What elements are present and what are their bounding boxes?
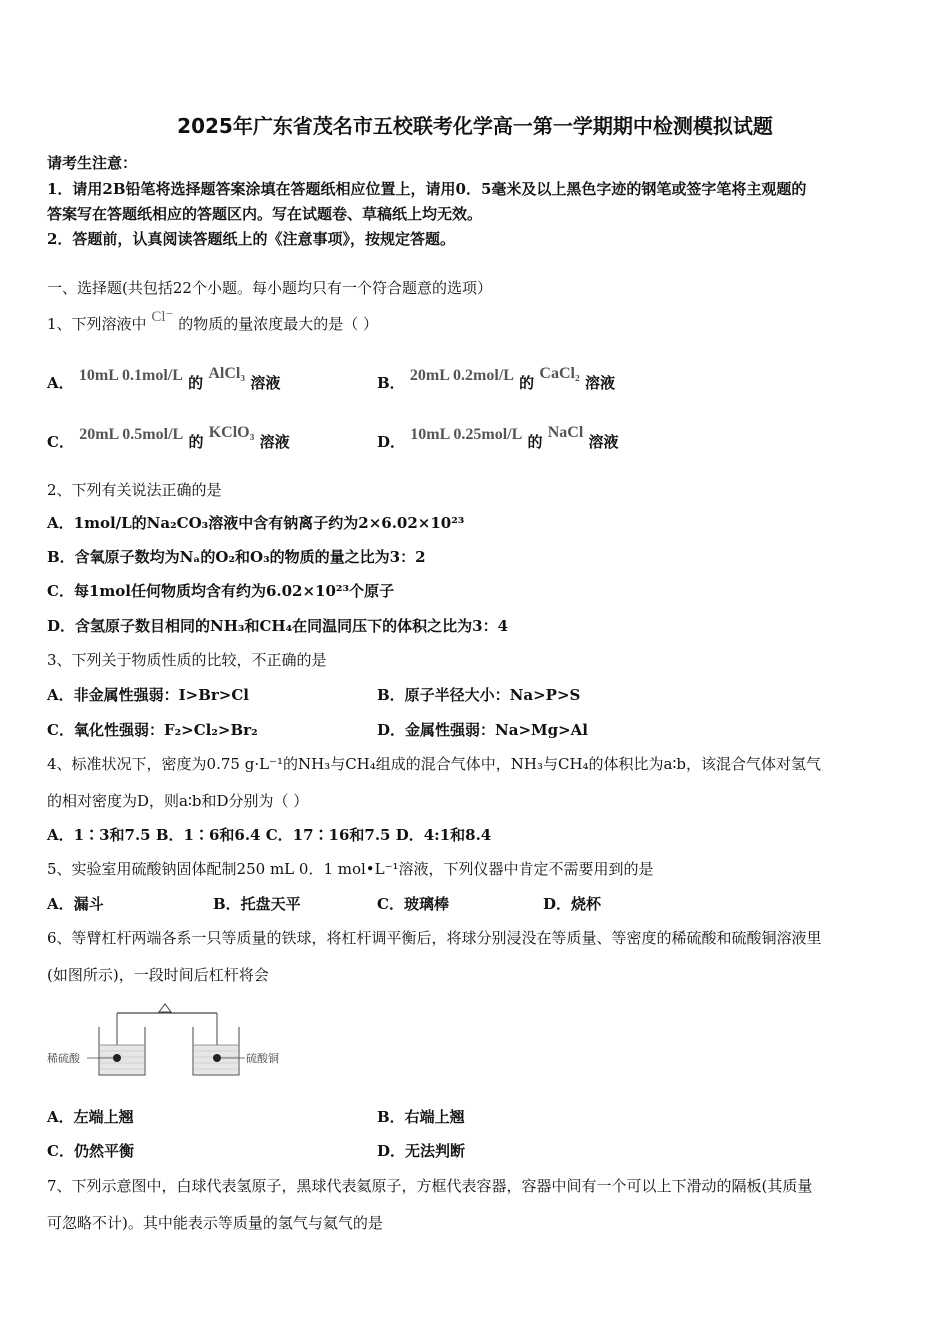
label-right: 硫酸铜 (246, 1052, 279, 1065)
q4-options[interactable]: A．1∶3和7.5 B．1∶6和6.4 C．17∶16和7.5 D．4:1和8.4 (47, 826, 492, 844)
q1-d-de: 的 (527, 433, 543, 451)
q5-option-a[interactable]: A．漏斗 (47, 895, 104, 913)
q6-option-b[interactable]: B．右端上翘 (377, 1108, 465, 1126)
q4-stem-a: 4、标准状况下，密度为0.75 g·L⁻¹的NH₃与CH₄组成的混合气体中，NH₃与CH₄的体积比为a∶b，该混合气体对氢气 (47, 755, 822, 773)
q1-c-label: C． (47, 433, 74, 451)
q6-stem-b: (如图所示)，一段时间后杠杆将会 (47, 966, 269, 984)
q5-stem: 5、实验室用硫酸钠固体配制250 mL 0．1 mol•L⁻¹溶液，下列仪器中肯定不需要用到的是 (47, 860, 654, 878)
q1-b-label: B． (377, 374, 405, 392)
q7-stem-a: 7、下列示意图中，白球代表氢原子，黑球代表氦原子，方框代表容器，容器中间有一个可以上下滑动的隔板(其质量 (47, 1177, 813, 1195)
notice-header: 请考生注意： (47, 154, 138, 172)
left-iron-ball (113, 1054, 121, 1062)
q1-stem-post: 的物质的量浓度最大的是（ ） (178, 315, 378, 333)
q2-option-a[interactable]: A．1mol/L的Na₂CO₃溶液中含有钠离子约为2×6.02×10²³ (47, 514, 465, 532)
q2-option-d[interactable]: D．含氢原子数目相同的NH₃和CH₄在同温同压下的体积之比为3：4 (47, 617, 509, 635)
q3-option-a[interactable]: A．非金属性强弱：I>Br>Cl (47, 686, 250, 704)
q1-b-de: 的 (519, 374, 535, 392)
q3-option-c[interactable]: C．氧化性强弱：F₂>Cl₂>Br₂ (47, 721, 258, 739)
q1-c-conc: 20mL 0.5mol/L (79, 426, 184, 443)
q1-c-solute: KClO₃ (208, 424, 255, 441)
q2-option-c[interactable]: C．每1mol任何物质均含有约为6.02×10²³个原子 (47, 582, 395, 600)
q1-d-tail: 溶液 (588, 433, 619, 451)
q1-b-conc: 20mL 0.2mol/L (409, 367, 514, 384)
notice-item-1b: 答案写在答题纸相应的答题区内。写在试题卷、草稿纸上均无效。 (47, 205, 483, 223)
q6-stem-a: 6、等臂杠杆两端各系一只等质量的铁球，将杠杆调平衡后，将球分别浸没在等质量、等密度的稀硫酸和硫酸铜溶液里 (47, 929, 822, 947)
right-iron-ball (213, 1054, 221, 1062)
q6-option-a[interactable]: A．左端上翘 (47, 1108, 134, 1126)
notice-item-2: 2．答题前，认真阅读答题纸上的《注意事项》，按规定答题。 (47, 230, 455, 248)
q6-option-c[interactable]: C．仍然平衡 (47, 1142, 134, 1160)
q1-option-c[interactable] (47, 424, 290, 452)
q1-option-b[interactable] (377, 365, 616, 393)
q2-stem: 2、下列有关说法正确的是 (47, 481, 222, 499)
q1-a-tail: 溶液 (250, 374, 281, 392)
q1-ion: Cl⁻ (151, 309, 174, 325)
q1-a-solute: AlCl₃ (208, 365, 246, 382)
notice-item-1a: 1．请用2B铅笔将选择题答案涂填在答题纸相应位置上，请用0．5毫米及以上黑色字迹的钢笔或签字笔将主观题的 (47, 180, 807, 198)
q1-a-conc: 10mL 0.1mol/L (78, 367, 183, 384)
q5-option-c[interactable]: C．玻璃棒 (377, 895, 449, 913)
q1-d-conc: 10mL 0.25mol/L (410, 426, 523, 443)
q1-b-solute: CaCl₂ (539, 365, 580, 382)
lever-diagram (47, 1003, 297, 1089)
q1-a-de: 的 (188, 374, 204, 392)
q1-d-label: D． (377, 433, 406, 451)
q6-option-d[interactable]: D．无法判断 (377, 1142, 466, 1160)
section-heading: 一、选择题(共包括22个小题。每小题均只有一个符合题意的选项） (47, 279, 492, 297)
lever-diagram-svg (47, 1003, 297, 1085)
left-liquid (100, 1045, 144, 1074)
q1-stem (47, 309, 378, 334)
q1-stem-pre: 1、下列溶液中 (47, 315, 147, 333)
q4-stem-b: 的相对密度为D，则a∶b和D分别为（ ） (47, 792, 309, 810)
q3-option-d[interactable]: D．金属性强弱：Na>Mg>Al (377, 721, 589, 739)
q2-option-b[interactable]: B．含氧原子数均为Nₐ的O₂和O₃的物质的量之比为3：2 (47, 548, 426, 566)
q1-a-label: A． (47, 374, 74, 392)
q1-b-tail: 溶液 (585, 374, 616, 392)
q1-option-a[interactable] (47, 365, 281, 393)
label-left: 稀硫酸 (47, 1052, 80, 1065)
q3-option-b[interactable]: B．原子半径大小：Na>P>S (377, 686, 581, 704)
q5-option-d[interactable]: D．烧杯 (543, 895, 602, 913)
q7-stem-b: 可忽略不计)。其中能表示等质量的氢气与氦气的是 (47, 1214, 383, 1232)
q1-c-de: 的 (188, 433, 204, 451)
q1-d-solute: NaCl (547, 424, 584, 441)
q3-stem: 3、下列关于物质性质的比较，不正确的是 (47, 651, 327, 669)
fulcrum-icon (159, 1004, 171, 1012)
q1-option-d[interactable] (377, 424, 619, 452)
page-title: 2025年广东省茂名市五校联考化学高一第一学期期中检测模拟试题 (177, 114, 773, 138)
q1-c-tail: 溶液 (259, 433, 290, 451)
q5-option-b[interactable]: B．托盘天平 (213, 895, 301, 913)
